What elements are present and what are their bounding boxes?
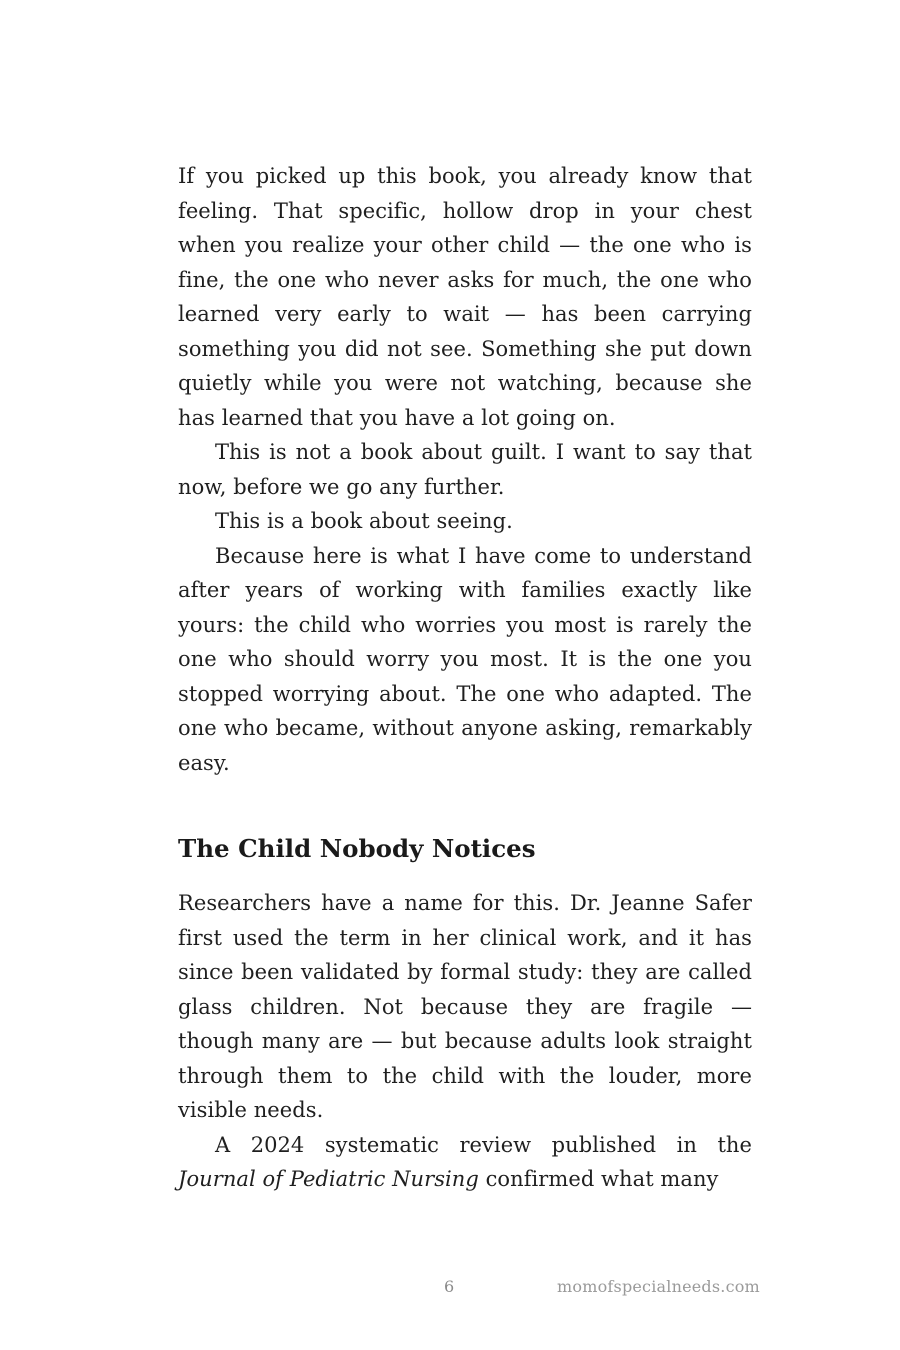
paragraph-section-1: Researchers have a name for this. Dr. Jeanne Safer first used the term in her clinical work, and it has since been validated by formal study: they are called glass children. Not because they are fragile — though many are — but because adults look straight through them to the child with the louder, more visible needs.	[178, 891, 752, 1122]
paragraph-intro-2: This is not a book about guilt. I want to say that now, before we go any further.	[178, 440, 752, 499]
journal-title: Journal of Pediatric Nursing	[178, 1167, 479, 1191]
paragraph-intro-4: Because here is what I have come to understand after years of working with families exactly like yours: the child who worries you most is rarely the one who should worry you most. It is the one you stopped worrying about. The one who adapted. The one who became, without anyone asking, remarkably easy.	[178, 543, 752, 775]
paragraph-intro-1: If you picked up this book, you already know that feeling. That specific, hollow drop in your chest when you realize your other child — the one who is fine, the one who never asks for much, the one who learned very early to wait — has been carrying something you did not see. Something she put down quietly while you were not watching, because she has learned that you have a lot going on.	[178, 164, 752, 430]
paragraph-section-2	[178, 1128, 752, 1197]
paragraph-intro-3: This is a book about seeing.	[215, 509, 513, 533]
footer-website: momofspecialneeds.com	[557, 1277, 760, 1296]
paragraph-section-2-end: confirmed what many	[478, 1167, 719, 1191]
section-heading: The Child Nobody Notices	[178, 834, 536, 863]
page-number: 6	[444, 1277, 455, 1296]
glass-children-section	[178, 886, 752, 1197]
intro-section	[178, 159, 752, 780]
paragraph-section-2-start: A 2024 systematic review published in the	[215, 1132, 752, 1157]
